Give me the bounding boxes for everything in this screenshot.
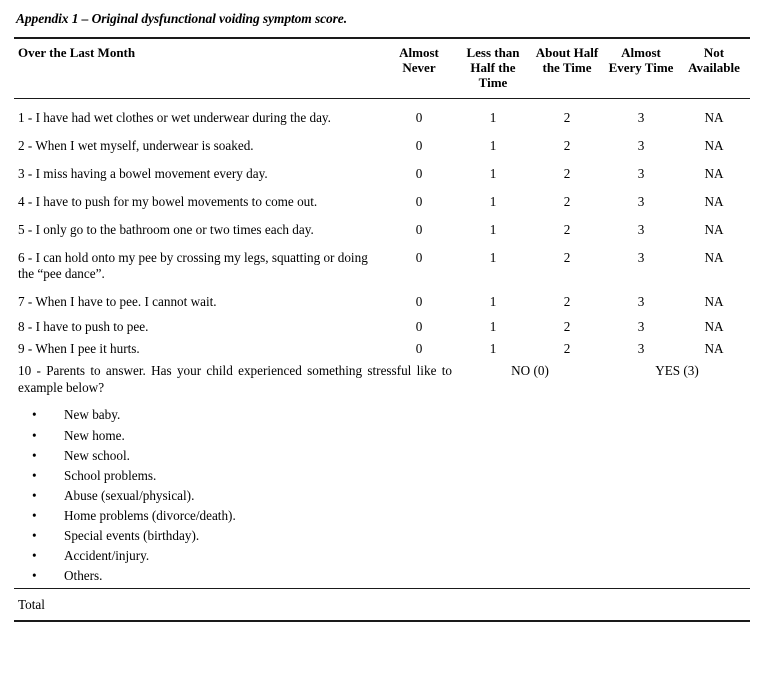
score-cell-almost-every[interactable]: 3 [637, 137, 645, 153]
table-bottom-rule [14, 620, 750, 622]
table-row [14, 188, 750, 216]
question-text: 7 - When I have to pee. I cannot wait. [18, 294, 217, 310]
score-cell-almost-never[interactable]: 0 [415, 221, 423, 237]
score-cell-not-available[interactable]: NA [704, 221, 724, 237]
bullet-icon: • [32, 547, 37, 563]
question-text: 1 - I have had wet clothes or wet underwear during the day. [18, 109, 331, 125]
score-cell-not-available[interactable]: NA [704, 319, 724, 335]
list-item [16, 486, 748, 506]
list-item [16, 426, 748, 446]
list-item [16, 466, 748, 486]
score-cell-not-available[interactable]: NA [704, 137, 724, 153]
list-item-label: School problems. [64, 467, 157, 483]
score-cell-less-than-half[interactable]: 1 [489, 221, 497, 237]
bullet-icon: • [32, 407, 37, 423]
list-item [16, 546, 748, 566]
question-text: 5 - I only go to the bathroom one or two times each day. [18, 221, 314, 237]
list-item-label: New school. [64, 447, 130, 463]
score-cell-almost-every[interactable]: 3 [637, 165, 645, 181]
score-cell-not-available[interactable]: NA [704, 294, 724, 310]
score-cell-almost-never[interactable]: 0 [415, 137, 423, 153]
score-cell-about-half[interactable]: 2 [563, 165, 571, 181]
header-about-half-the-time: About Half the Time [530, 38, 604, 98]
question-text: 9 - When I pee it hurts. [18, 341, 140, 357]
table-body [14, 98, 750, 620]
score-cell-about-half[interactable]: 2 [563, 250, 571, 265]
score-cell-almost-every[interactable]: 3 [637, 294, 645, 310]
question-10-no-option[interactable]: NO (0) [511, 363, 549, 379]
question-text: 8 - I have to push to pee. [18, 319, 149, 335]
table-row [14, 244, 750, 288]
list-item [16, 506, 748, 526]
header-less-than-half-the-time: Less than Half the Time [456, 38, 530, 98]
score-cell-almost-never[interactable]: 0 [415, 319, 423, 335]
score-cell-almost-never[interactable]: 0 [415, 165, 423, 181]
table-row [14, 316, 750, 338]
header-almost-every-time: Almost Every Time [604, 38, 678, 98]
score-cell-almost-every[interactable]: 3 [637, 193, 645, 209]
score-cell-less-than-half[interactable]: 1 [489, 319, 497, 335]
bullet-icon: • [32, 487, 37, 503]
table-row-total [14, 589, 750, 621]
bullet-icon: • [32, 467, 37, 483]
table-row [14, 338, 750, 360]
table-header [14, 38, 750, 98]
score-cell-less-than-half[interactable]: 1 [489, 250, 497, 265]
question-10-yes-option[interactable]: YES (3) [655, 363, 699, 379]
table-row-bullets [14, 399, 750, 588]
total-label: Total [14, 589, 750, 621]
bullet-icon: • [32, 507, 37, 523]
list-item-label: New baby. [64, 407, 121, 423]
score-cell-almost-every[interactable]: 3 [637, 221, 645, 237]
score-cell-less-than-half[interactable]: 1 [489, 165, 497, 181]
stressful-events-list [16, 405, 748, 586]
score-cell-about-half[interactable]: 2 [563, 137, 571, 153]
list-item-label: New home. [64, 427, 125, 443]
score-cell-not-available[interactable]: NA [704, 193, 724, 209]
score-cell-not-available[interactable]: NA [704, 250, 724, 265]
table-row [14, 216, 750, 244]
score-cell-almost-never[interactable]: 0 [415, 341, 423, 357]
score-cell-almost-every[interactable]: 3 [637, 250, 645, 265]
table-row [14, 132, 750, 160]
score-cell-less-than-half[interactable]: 1 [489, 137, 497, 153]
list-item [16, 566, 748, 586]
score-cell-about-half[interactable]: 2 [563, 109, 571, 125]
score-cell-not-available[interactable]: NA [704, 341, 724, 357]
score-cell-about-half[interactable]: 2 [563, 294, 571, 310]
question-text: 2 - When I wet myself, underwear is soaked. [18, 137, 254, 153]
table-row [14, 288, 750, 316]
question-text: 3 - I miss having a bowel movement every day. [18, 165, 268, 181]
score-cell-about-half[interactable]: 2 [563, 319, 571, 335]
list-item-label: Special events (birthday). [64, 527, 200, 543]
header-not-available: Not Available [678, 38, 750, 98]
question-text: 6 - I can hold onto my pee by crossing my legs, squatting or doing the “pee dance”. [18, 250, 368, 282]
table-row [14, 160, 750, 188]
score-cell-about-half[interactable]: 2 [563, 221, 571, 237]
stressful-events-list-cell [14, 399, 750, 588]
header-almost-never: Almost Never [382, 38, 456, 98]
score-cell-less-than-half[interactable]: 1 [489, 341, 497, 357]
score-cell-not-available[interactable]: NA [704, 165, 724, 181]
list-item-label: Others. [64, 567, 103, 583]
table-caption: Appendix 1 – Original dysfunctional voiding symptom score. [16, 11, 347, 26]
bullet-icon: • [32, 527, 37, 543]
header-question-column: Over the Last Month [14, 38, 382, 98]
score-cell-almost-never[interactable]: 0 [415, 250, 423, 265]
list-item [16, 446, 748, 466]
bullet-icon: • [32, 427, 37, 443]
score-cell-about-half[interactable]: 2 [563, 341, 571, 357]
question-10-text: 10 - Parents to answer. Has your child experienced something stressful like to example below? [18, 363, 452, 395]
score-cell-almost-never[interactable]: 0 [415, 193, 423, 209]
list-item-label: Home problems (divorce/death). [64, 507, 236, 523]
score-cell-almost-every[interactable]: 3 [637, 341, 645, 357]
list-item-label: Accident/injury. [64, 547, 150, 563]
score-cell-almost-never[interactable]: 0 [415, 294, 423, 310]
score-cell-not-available[interactable]: NA [704, 109, 724, 125]
table-row-question-10 [14, 360, 750, 399]
dvss-score-table [14, 37, 750, 621]
score-cell-almost-every[interactable]: 3 [637, 109, 645, 125]
question-text: 4 - I have to push for my bowel movements to come out. [18, 193, 318, 209]
score-cell-about-half[interactable]: 2 [563, 193, 571, 209]
bullet-icon: • [32, 567, 37, 583]
score-cell-less-than-half[interactable]: 1 [489, 294, 497, 310]
score-cell-almost-every[interactable]: 3 [637, 319, 645, 335]
list-item [16, 405, 748, 425]
list-item [16, 526, 748, 546]
table-row [14, 98, 750, 132]
bullet-icon: • [32, 447, 37, 463]
list-item-label: Abuse (sexual/physical). [64, 487, 195, 503]
score-cell-less-than-half[interactable]: 1 [489, 109, 497, 125]
score-cell-less-than-half[interactable]: 1 [489, 193, 497, 209]
score-cell-almost-never[interactable]: 0 [415, 109, 423, 125]
